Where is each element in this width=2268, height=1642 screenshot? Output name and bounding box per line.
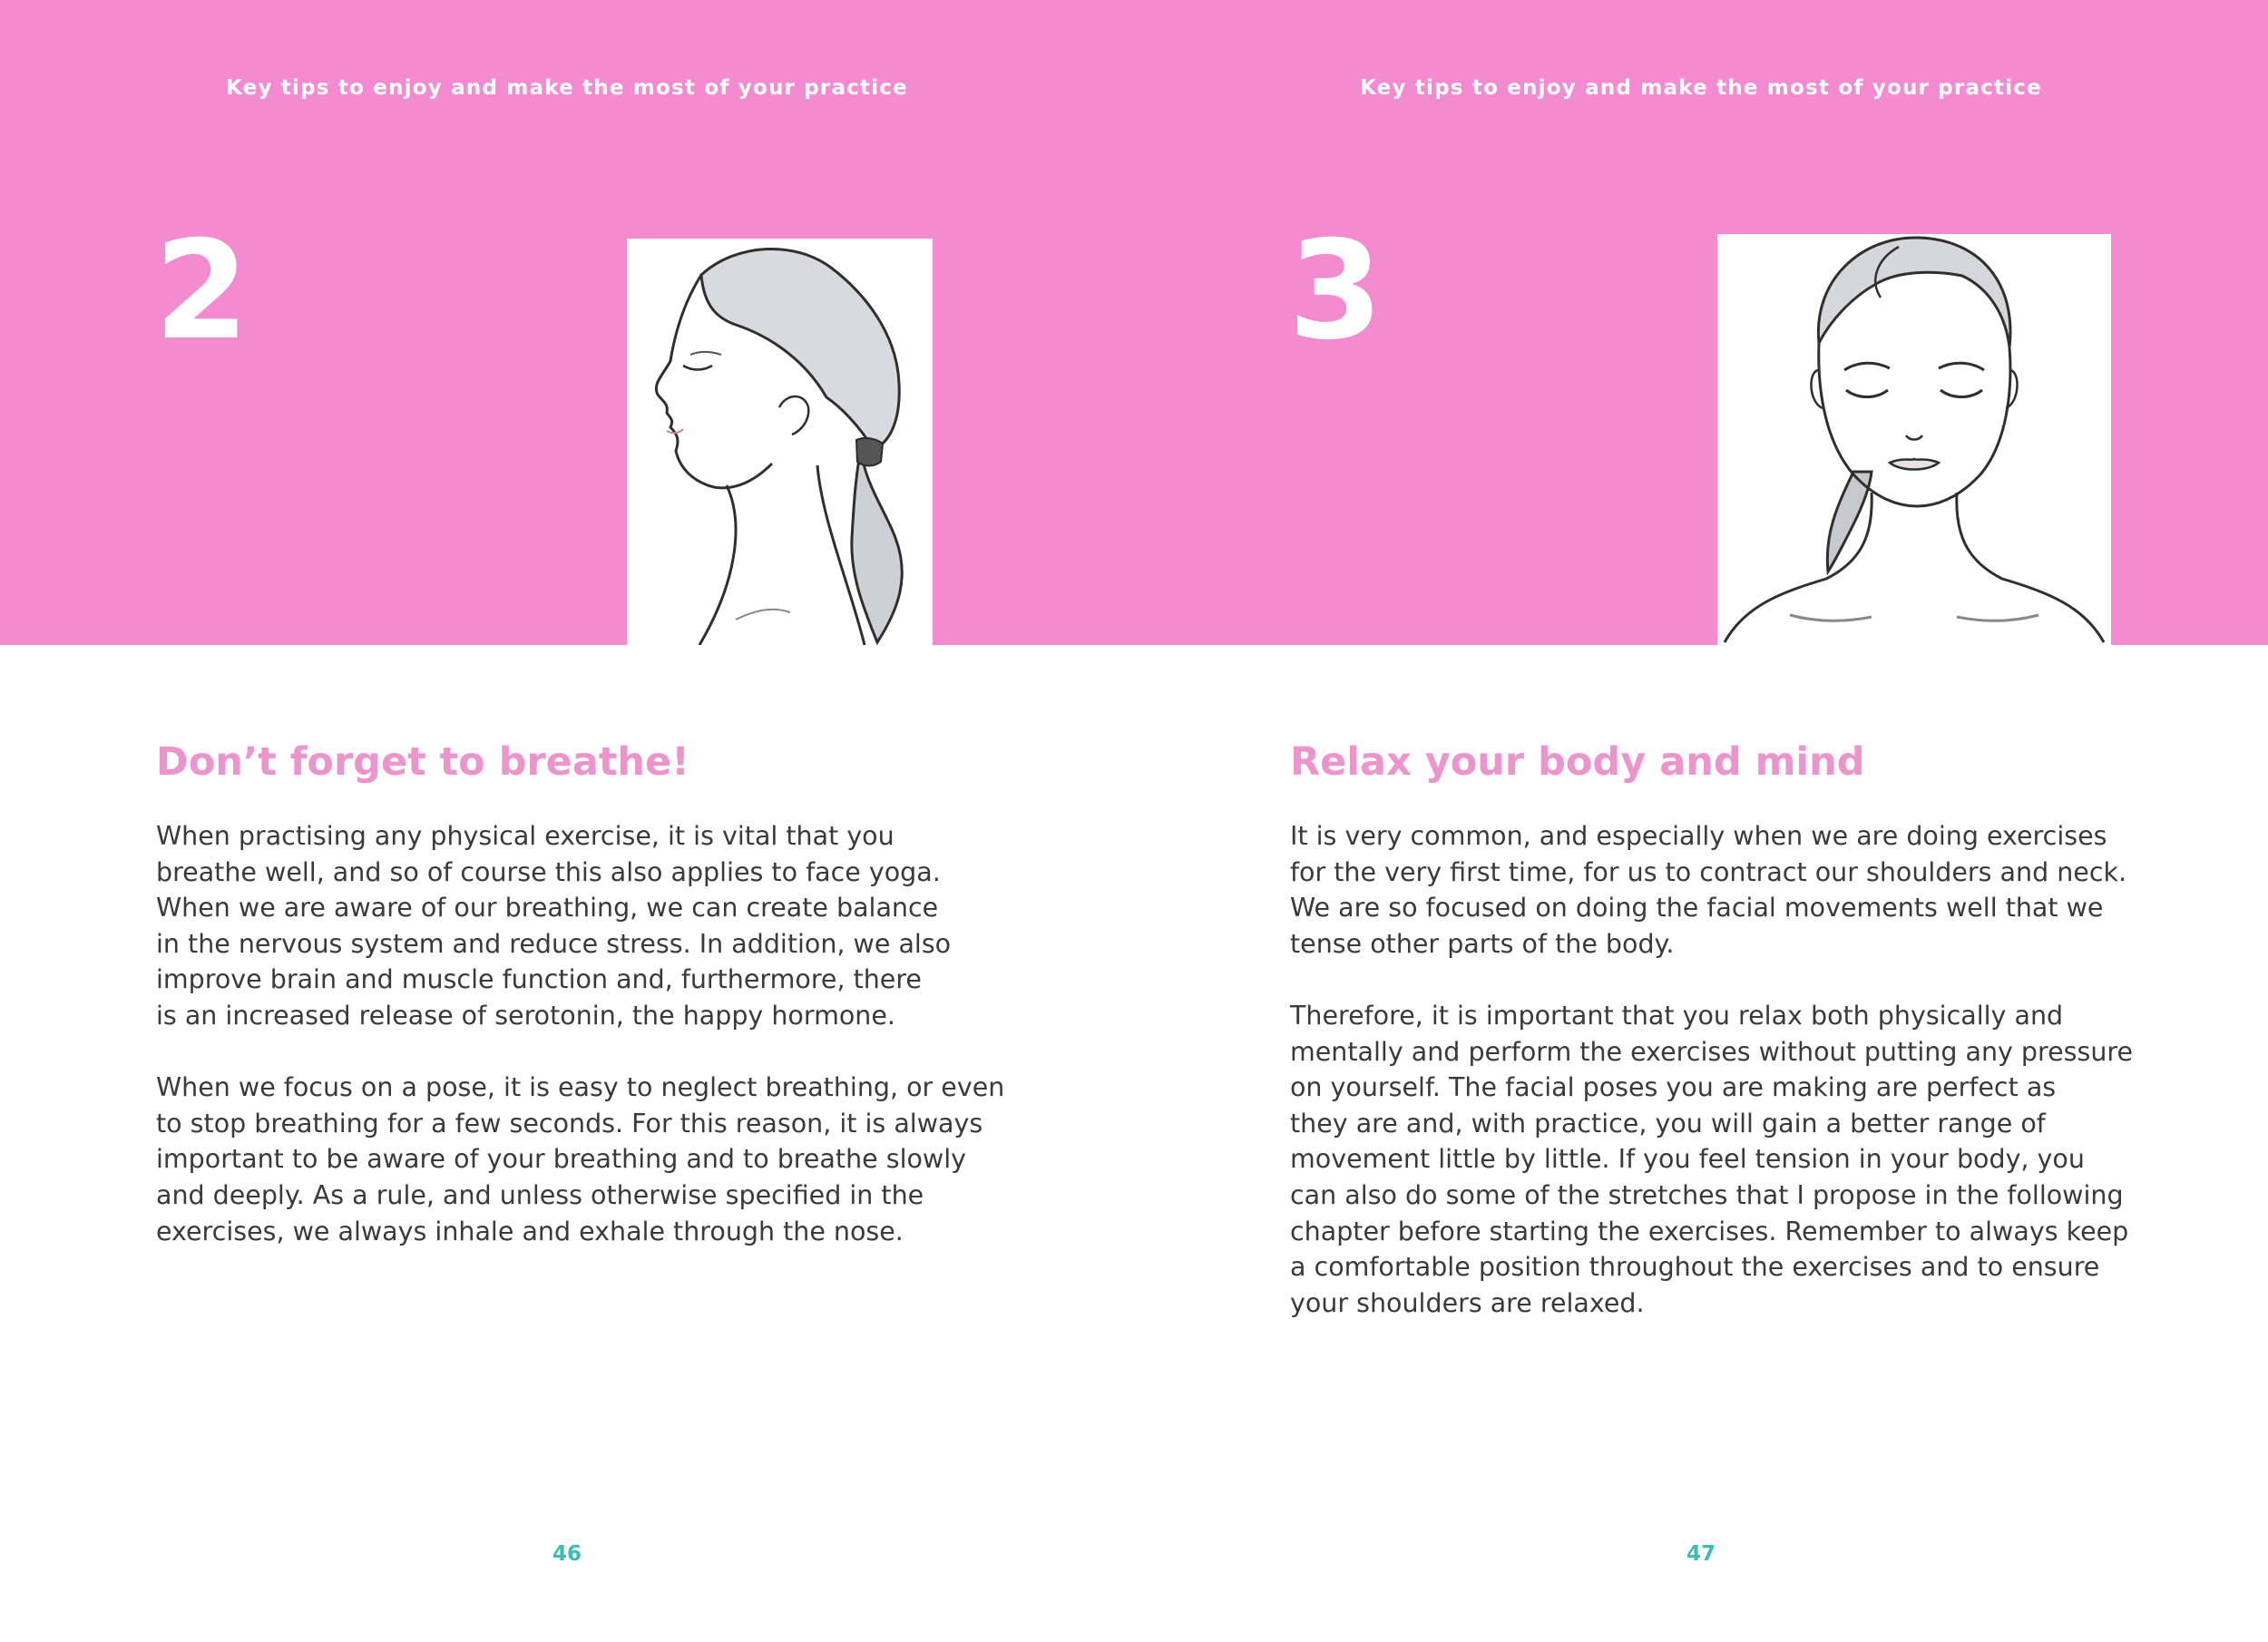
text-line: in the nervous system and reduce stress. In addition, we also bbox=[156, 928, 952, 959]
text-line: a comfortable position throughout the exercises and to ensure bbox=[1290, 1252, 2100, 1283]
page-right bbox=[1134, 0, 2268, 1642]
text-line: and deeply. As a rule, and unless otherwise specified in the bbox=[156, 1179, 924, 1210]
body-text bbox=[156, 818, 1005, 1285]
text-line: We are so focused on doing the facial movements well that we bbox=[1290, 893, 2104, 924]
text-line: on yourself. The facial poses you are making are perfect as bbox=[1290, 1072, 2057, 1103]
woman-profile-illustration bbox=[627, 239, 933, 645]
text-line: When we are aware of our breathing, we can create balance bbox=[156, 893, 939, 924]
text-line: they are and, with practice, you will gain a better range of bbox=[1290, 1108, 2046, 1139]
woman-front-illustration bbox=[1717, 234, 2111, 645]
woman-profile-icon bbox=[627, 239, 933, 645]
text-line: to stop breathing for a few seconds. For this reason, it is always bbox=[156, 1108, 983, 1139]
running-header: Key tips to enjoy and make the most of your practice bbox=[1360, 76, 2042, 100]
text-line: is an increased release of serotonin, the happy hormone. bbox=[156, 1000, 895, 1031]
text-line: breathe well, and so of course this also applies to face yoga. bbox=[156, 856, 941, 887]
tip-number: 3 bbox=[1288, 212, 1380, 370]
woman-front-icon bbox=[1717, 234, 2111, 645]
text-line: for the very first time, for us to contract our shoulders and neck. bbox=[1290, 856, 2127, 887]
section-heading: Relax your body and mind bbox=[1290, 739, 1865, 785]
running-header: Key tips to enjoy and make the most of your practice bbox=[226, 76, 908, 100]
text-line: chapter before starting the exercises. Remember to always keep bbox=[1290, 1216, 2129, 1246]
text-line: It is very common, and especially when we are doing exercises bbox=[1290, 821, 2107, 851]
text-line: Therefore, it is important that you relax both physically and bbox=[1290, 1000, 2064, 1031]
text-line: tense other parts of the body. bbox=[1290, 928, 1675, 959]
paragraph bbox=[156, 818, 991, 1034]
text-line: When we focus on a pose, it is easy to neglect breathing, or even bbox=[156, 1072, 1005, 1103]
paragraph bbox=[156, 1070, 1005, 1249]
text-line: can also do some of the stretches that I propose in the following bbox=[1290, 1179, 2124, 1210]
page-number: 47 bbox=[1686, 1542, 1716, 1566]
paragraph bbox=[1290, 998, 2134, 1321]
section-heading: Don’t forget to breathe! bbox=[156, 739, 689, 785]
text-line: mentally and perform the exercises without putting any pressure bbox=[1290, 1036, 2134, 1067]
page-number: 46 bbox=[552, 1542, 582, 1566]
text-line: exercises, we always inhale and exhale through the nose. bbox=[156, 1216, 904, 1246]
text-line: improve brain and muscle function and, furthermore, there bbox=[156, 964, 922, 995]
text-line: your shoulders are relaxed. bbox=[1290, 1287, 1645, 1318]
text-line: movement little by little. If you feel tension in your body, you bbox=[1290, 1144, 2085, 1175]
body-text bbox=[1290, 818, 2134, 1357]
text-line: When practising any physical exercise, it is vital that you bbox=[156, 821, 894, 851]
text-line: important to be aware of your breathing and to breathe slowly bbox=[156, 1144, 967, 1175]
paragraph bbox=[1290, 818, 2125, 962]
tip-number: 2 bbox=[154, 212, 246, 370]
